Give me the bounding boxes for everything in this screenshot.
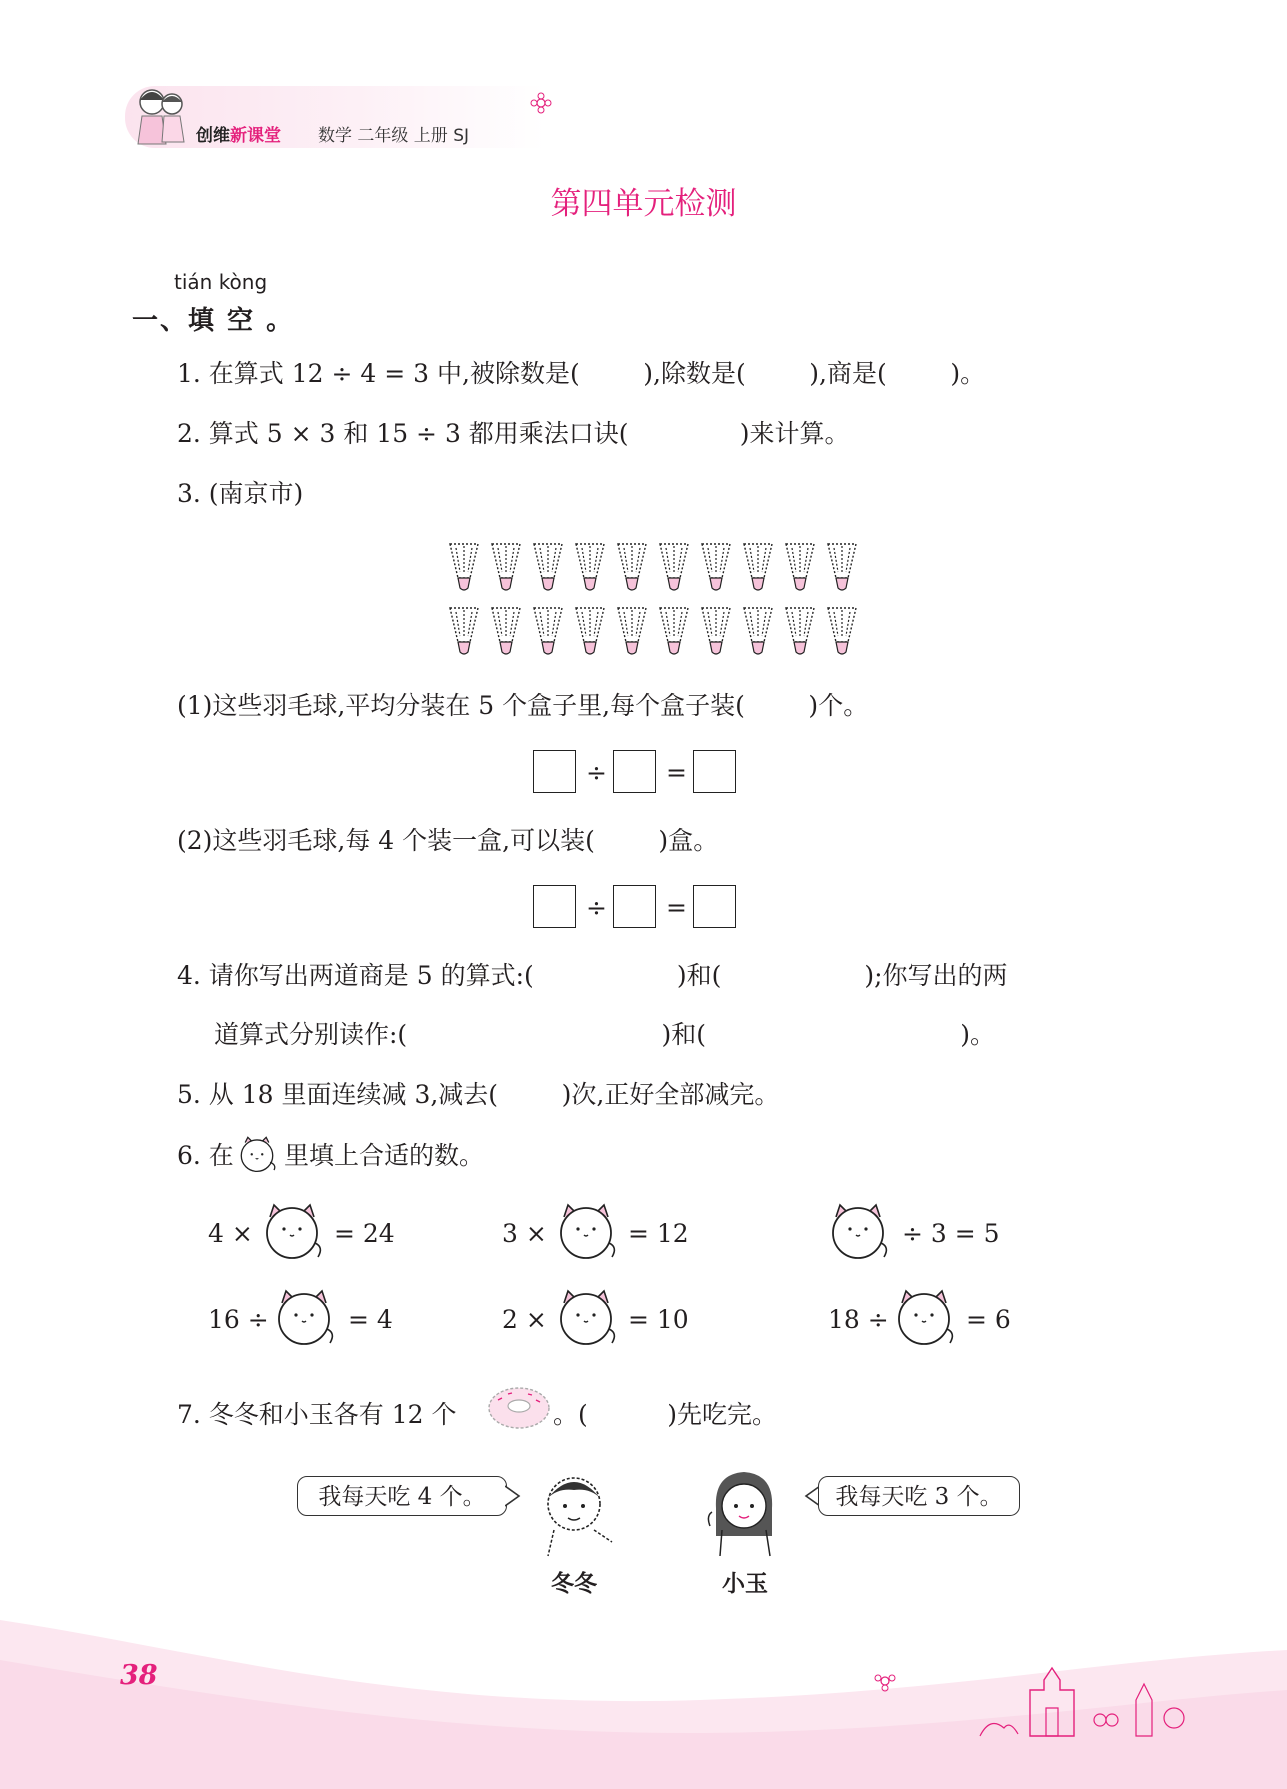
- equals-sign: =: [666, 893, 687, 922]
- name-xiaoyu: 小玉: [722, 1571, 768, 1597]
- brand-name: 创维新课堂: [196, 126, 281, 146]
- question-5: 5. 从 18 里面连续减 3,减去( )次,正好全部减完。: [177, 1080, 780, 1109]
- shuttlecock-icon: [826, 542, 858, 594]
- cat-eq-1-before: 4 ×: [208, 1219, 253, 1248]
- cat-eq-1-after: = 24: [334, 1219, 395, 1248]
- name-dongdong: 冬冬: [551, 1571, 597, 1597]
- section-pinyin: tián kòng: [174, 270, 268, 294]
- flower-deco-icon: [872, 1670, 898, 1692]
- shuttlecock-icon: [742, 542, 774, 594]
- page-title: 第四单元检测: [550, 186, 737, 222]
- question-7-suffix: 。( )先吃完。: [553, 1400, 777, 1429]
- shuttlecock-icon: [616, 606, 648, 658]
- cat-eq-2-before: 3 ×: [502, 1219, 547, 1248]
- cat-icon[interactable]: [892, 1289, 956, 1347]
- shuttlecock-icon: [742, 606, 774, 658]
- question-1: 1. 在算式 12 ÷ 4 = 3 中,被除数是( ),除数是( ),商是( )。: [177, 359, 986, 388]
- equals-sign: =: [666, 758, 687, 787]
- divide-sign: ÷: [586, 758, 607, 787]
- cat-icon[interactable]: [554, 1203, 618, 1261]
- divide-sign: ÷: [586, 893, 607, 922]
- cat-eq-3-after: ÷ 3 = 5: [902, 1219, 1000, 1248]
- shuttlecock-icon: [784, 606, 816, 658]
- shuttlecock-icon: [532, 606, 564, 658]
- subject-label: 数学 二年级 上册 SJ: [318, 126, 470, 146]
- shuttlecock-icon: [616, 542, 648, 594]
- cat-eq-6-after: = 6: [966, 1305, 1011, 1334]
- shuttlecock-icon: [784, 542, 816, 594]
- answer-box[interactable]: [533, 750, 576, 793]
- question-7-prefix: 7. 冬冬和小玉各有 12 个: [177, 1400, 457, 1429]
- answer-box[interactable]: [693, 750, 736, 793]
- donut-icon: [486, 1380, 552, 1432]
- answer-box[interactable]: [613, 885, 656, 928]
- shuttlecock-icon: [700, 606, 732, 658]
- cat-icon: [236, 1136, 278, 1174]
- section-heading: 一、填 空 。: [132, 306, 295, 336]
- answer-box[interactable]: [693, 885, 736, 928]
- shuttlecock-icon: [658, 542, 690, 594]
- shuttlecock-icon: [574, 606, 606, 658]
- cat-eq-6-before: 18 ÷: [828, 1305, 889, 1334]
- question-6-prefix: 6. 在: [177, 1141, 234, 1170]
- question-3-part-2: (2)这些羽毛球,每 4 个装一盒,可以装( )盒。: [177, 826, 719, 855]
- cat-eq-5-after: = 10: [628, 1305, 689, 1334]
- cat-eq-4-before: 16 ÷: [208, 1305, 269, 1334]
- shuttlecock-icon: [574, 542, 606, 594]
- question-4-line-1: 4. 请你写出两道商是 5 的算式:( )和( );你写出的两: [177, 961, 1008, 990]
- shuttlecock-icon: [826, 606, 858, 658]
- question-6-suffix: 里填上合适的数。: [284, 1141, 485, 1170]
- shuttlecock-grid: [448, 542, 868, 662]
- boy-dongdong-icon: [532, 1466, 618, 1558]
- girl-mascot-icon: [128, 82, 192, 152]
- castle-deco-icon: [960, 1650, 1190, 1740]
- answer-box[interactable]: [613, 750, 656, 793]
- shuttlecock-icon: [532, 542, 564, 594]
- question-3: 3. (南京市): [177, 479, 304, 508]
- answer-box[interactable]: [533, 885, 576, 928]
- question-4-line-2: 道算式分别读作:( )和( )。: [214, 1020, 996, 1049]
- shuttlecock-icon: [448, 542, 480, 594]
- shuttlecock-icon: [658, 606, 690, 658]
- bubble-tail-icon: [505, 1484, 521, 1508]
- question-3-part-1: (1)这些羽毛球,平均分装在 5 个盒子里,每个盒子装( )个。: [177, 691, 869, 720]
- flower-deco-icon: [530, 92, 552, 114]
- cat-icon[interactable]: [272, 1289, 336, 1347]
- cat-eq-5-before: 2 ×: [502, 1305, 547, 1334]
- speech-bubble-xiaoyu: 我每天吃 3 个。: [818, 1476, 1020, 1516]
- question-2: 2. 算式 5 × 3 和 15 ÷ 3 都用乘法口诀( )来计算。: [177, 419, 850, 448]
- page-number: 38: [120, 1660, 158, 1691]
- girl-xiaoyu-icon: [700, 1466, 786, 1558]
- speech-bubble-dongdong: 我每天吃 4 个。: [297, 1476, 507, 1516]
- shuttlecock-icon: [490, 542, 522, 594]
- shuttlecock-icon: [700, 542, 732, 594]
- cat-icon[interactable]: [260, 1203, 324, 1261]
- cat-eq-4-after: = 4: [348, 1305, 393, 1334]
- cat-eq-2-after: = 12: [628, 1219, 689, 1248]
- shuttlecock-icon: [490, 606, 522, 658]
- shuttlecock-icon: [448, 606, 480, 658]
- cat-icon[interactable]: [826, 1203, 890, 1261]
- cat-icon[interactable]: [554, 1289, 618, 1347]
